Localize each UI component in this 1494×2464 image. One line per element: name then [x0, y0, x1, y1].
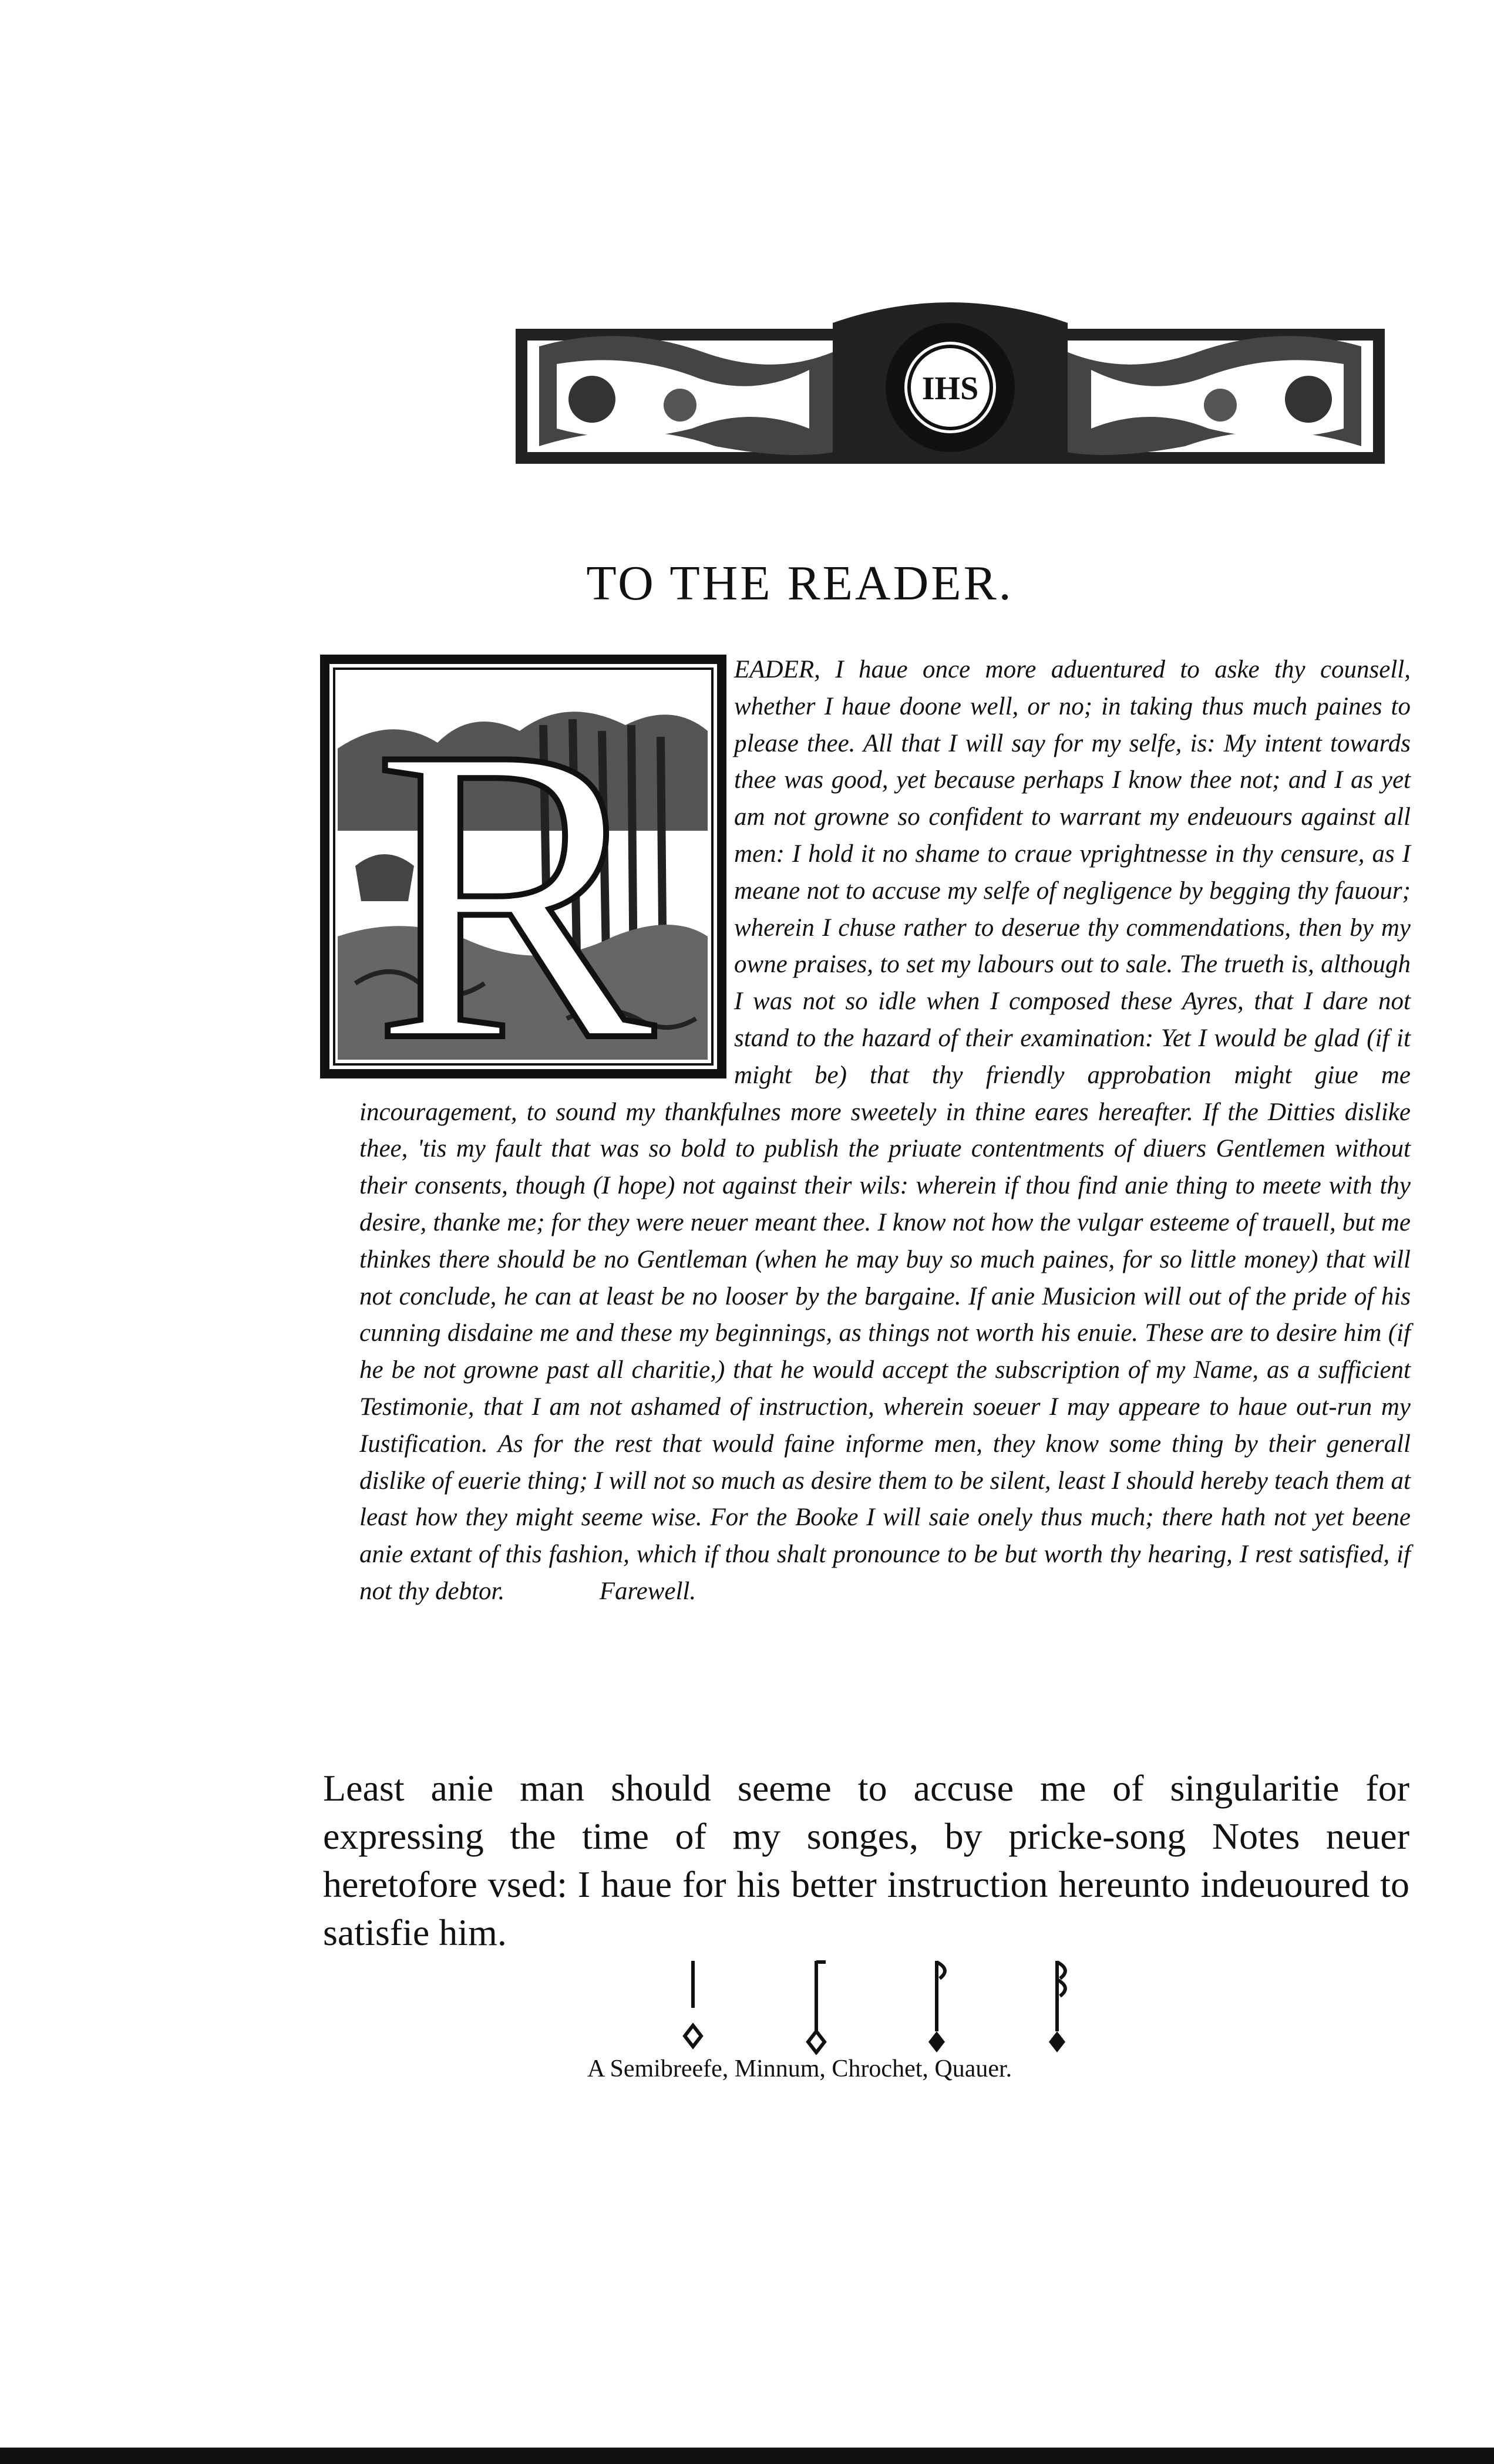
- page-title: TO THE READER.: [586, 556, 1014, 611]
- reader-text: EADER, I haue once more aduentured to aske thy counsell, whether I haue doone well, or no; in taking thus much paines to please thee. All that I will say for my selfe, is: My intent towards thee was good, yet because perhaps I know thee not; and I as yet am not growne so confident to warrant my endeuours against all men: I hold it no shame to craue vprightnesse in thy censure, as I meane not to accuse my selfe of negligence by begging thy fauour; wherein I chuse rather to deserue thy commendations, then by my owne praises, to set my labours out to sale. The trueth is, although I was not so idle when I composed these Ayres, that I dare not stand to the hazard of their examination: Yet I would be glad (if it might be) that thy friendly approbation might giue me incouragement, to sound my thankfulnes more sweetely in thine eares hereafter. If the Ditties dislike thee, 'tis my fault that was so bold to publish the priuate contentments of diuers Gentlemen without their consents, though (I hope) not against their wils: wherein if thou find anie thing to meete with thy desire, thanke me; for they were neuer meant thee. I know not how the vulgar esteeme of trauell, but me thinkes there should be no Gentleman (when he may buy so much paines, for so little money) that will not conclude, he can at least be no looser by the bargaine. If anie Musicion will out of the pride of his cunning disdaine me and these my beginnings, as things not worth his enuie. These are to desire him (if he be not growne past all charitie,) that he would accept the subscription of my Name, as a sufficient Testimonie, that I am not ashamed of instruction, wherein soeuer I may appeare to haue out-run my Iustification. As for the rest that would faine informe men, they know some thing by their generall dislike of euerie thing; I will not so much as desire them to be silent, least I should hereby teach them at least how they might seeme wise. For the Booke I will saie onely thus much; there hath not yet beene anie extant of this fashion, which if thou shalt pronounce to be but worth thy hearing, I rest satisfied, if not thy debtor.: [359, 656, 1411, 1605]
- note-values-caption: A Semibreefe, Minnum, Chrochet, Quauer.: [587, 2055, 1012, 2082]
- initial-letter: R: [372, 659, 655, 1078]
- ornamental-headpiece-icon: [504, 288, 1397, 476]
- reader-address: [359, 652, 1411, 1610]
- farewell: Farewell.: [599, 1577, 696, 1605]
- headpiece-monogram: IHS: [921, 370, 979, 407]
- page-edge-rule: [0, 2448, 1494, 2464]
- notes-paragraph: Least anie man should seeme to accuse me of singularitie for expressing the time of my songes, by pricke-song Notes neuer heretofore vsed: I haue for his better instruction hereunto indeuoured to satisfie him.: [323, 1767, 1409, 1953]
- note-values-icon: [646, 1949, 1128, 2055]
